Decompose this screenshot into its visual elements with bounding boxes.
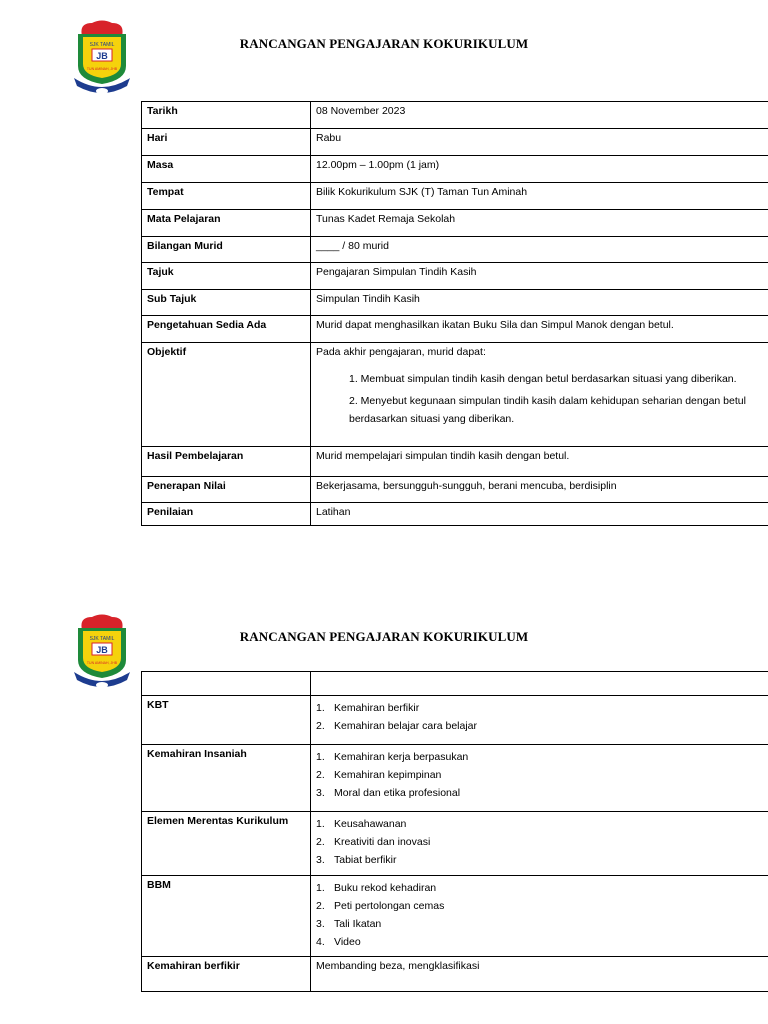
logo-banner-text: TUN AMINAH, JHB xyxy=(86,661,118,665)
row-label xyxy=(142,672,311,696)
row-label: Bilangan Murid xyxy=(142,237,311,263)
row-label: Pengetahuan Sedia Ada xyxy=(142,316,311,343)
table-row xyxy=(142,210,768,237)
table-row xyxy=(142,129,768,156)
list-item: 3. Tabiat berfikir xyxy=(316,854,397,867)
row-value: Tunas Kadet Remaja Sekolah xyxy=(311,210,768,237)
row-value xyxy=(311,876,768,957)
row-value: 12.00pm – 1.00pm (1 jam) xyxy=(311,156,768,183)
table-row xyxy=(142,316,768,343)
list-item: 1. Buku rekod kehadiran xyxy=(316,882,437,894)
row-label: KBT xyxy=(142,696,311,745)
row-label: Penerapan Nilai xyxy=(142,477,311,503)
row-label: Tajuk xyxy=(142,263,311,290)
row-value: Rabu xyxy=(311,129,768,156)
table-row xyxy=(142,503,768,526)
list-item: 2. Kemahiran kepimpinan xyxy=(316,769,442,782)
row-label: Mata Pelajaran xyxy=(142,210,311,237)
table-row xyxy=(142,876,768,957)
row-value xyxy=(311,812,768,876)
page-title: RANCANGAN PENGAJARAN KOKURIKULUM xyxy=(239,36,529,51)
table-row xyxy=(142,156,768,183)
list-item: 1. Keusahawanan xyxy=(316,818,407,830)
table-row xyxy=(142,290,768,316)
list-item: 2. Kreativiti dan inovasi xyxy=(316,836,431,849)
list-item: 3. Tali Ikatan xyxy=(316,918,382,931)
table-row xyxy=(142,745,768,812)
row-value: Murid dapat menghasilkan ikatan Buku Sila dan Simpul Manok dengan betul. xyxy=(311,316,768,343)
list-item: 1. Kemahiran kerja berpasukan xyxy=(316,751,469,763)
school-logo xyxy=(72,20,132,96)
lesson-plan-table xyxy=(141,101,768,526)
table-row xyxy=(142,237,768,263)
objective-intro: Pada akhir pengajaran, murid dapat: xyxy=(316,346,486,358)
table-row xyxy=(142,183,768,210)
row-value: Bekerjasama, bersungguh-sungguh, berani mencuba, berdisiplin xyxy=(311,477,768,503)
table-row xyxy=(142,477,768,503)
row-label: Masa xyxy=(142,156,311,183)
logo-banner-text: TUN AMINAH, JHB xyxy=(86,67,118,71)
logo-school-text: SJK TAMIL xyxy=(89,42,115,48)
skills-table xyxy=(141,671,768,992)
list-item: 2. Kemahiran belajar cara belajar xyxy=(316,720,477,733)
table-row xyxy=(142,957,768,992)
objective-item: 2. Menyebut kegunaan simpulan tindih kasih dalam kehidupan seharian dengan betul berdasarkan situasi yang diberikan. xyxy=(349,395,746,426)
row-value: Pengajaran Simpulan Tindih Kasih xyxy=(311,263,768,290)
row-value xyxy=(311,343,768,447)
page-title: RANCANGAN PENGAJARAN KOKURIKULUM xyxy=(239,629,529,644)
table-row xyxy=(142,447,768,477)
logo-school-text: SJK TAMIL xyxy=(89,636,115,642)
row-value: Bilik Kokurikulum SJK (T) Taman Tun Aminah xyxy=(311,183,768,210)
list-item: 3. Moral dan etika profesional xyxy=(316,787,461,800)
row-label: Hari xyxy=(142,129,311,156)
table-row xyxy=(142,263,768,290)
row-label: Tempat xyxy=(142,183,311,210)
list-item: 1. Kemahiran berfikir xyxy=(316,702,420,714)
row-label: Kemahiran berfikir xyxy=(142,957,311,992)
row-value xyxy=(311,672,768,696)
school-logo xyxy=(72,614,132,690)
table-row xyxy=(142,672,768,696)
row-label: Sub Tajuk xyxy=(142,290,311,316)
row-label: BBM xyxy=(142,876,311,957)
logo-initials: JB xyxy=(96,51,108,61)
row-value: Simpulan Tindih Kasih xyxy=(311,290,768,316)
objective-item: 1. Membuat simpulan tindih kasih dengan betul berdasarkan situasi yang diberikan. xyxy=(349,372,737,385)
logo-initials: JB xyxy=(96,645,108,655)
row-label: Elemen Merentas Kurikulum xyxy=(142,812,311,876)
row-label: Kemahiran Insaniah xyxy=(142,745,311,812)
row-value: Latihan xyxy=(311,503,768,526)
list-item: 4. Video xyxy=(316,936,361,949)
row-value: Membanding beza, mengklasifikasi xyxy=(311,957,768,992)
row-label: Penilaian xyxy=(142,503,311,526)
row-value: ____ / 80 murid xyxy=(311,237,768,263)
table-row xyxy=(142,696,768,745)
row-value: Murid mempelajari simpulan tindih kasih dengan betul. xyxy=(311,447,768,477)
table-row xyxy=(142,102,768,129)
table-row xyxy=(142,343,768,447)
list-item: 2. Peti pertolongan cemas xyxy=(316,900,445,913)
row-value: 08 November 2023 xyxy=(311,102,768,129)
row-label: Hasil Pembelajaran xyxy=(142,447,311,477)
row-value xyxy=(311,745,768,812)
row-label: Objektif xyxy=(142,343,311,447)
row-label: Tarikh xyxy=(142,102,311,129)
table-row xyxy=(142,812,768,876)
row-value xyxy=(311,696,768,745)
